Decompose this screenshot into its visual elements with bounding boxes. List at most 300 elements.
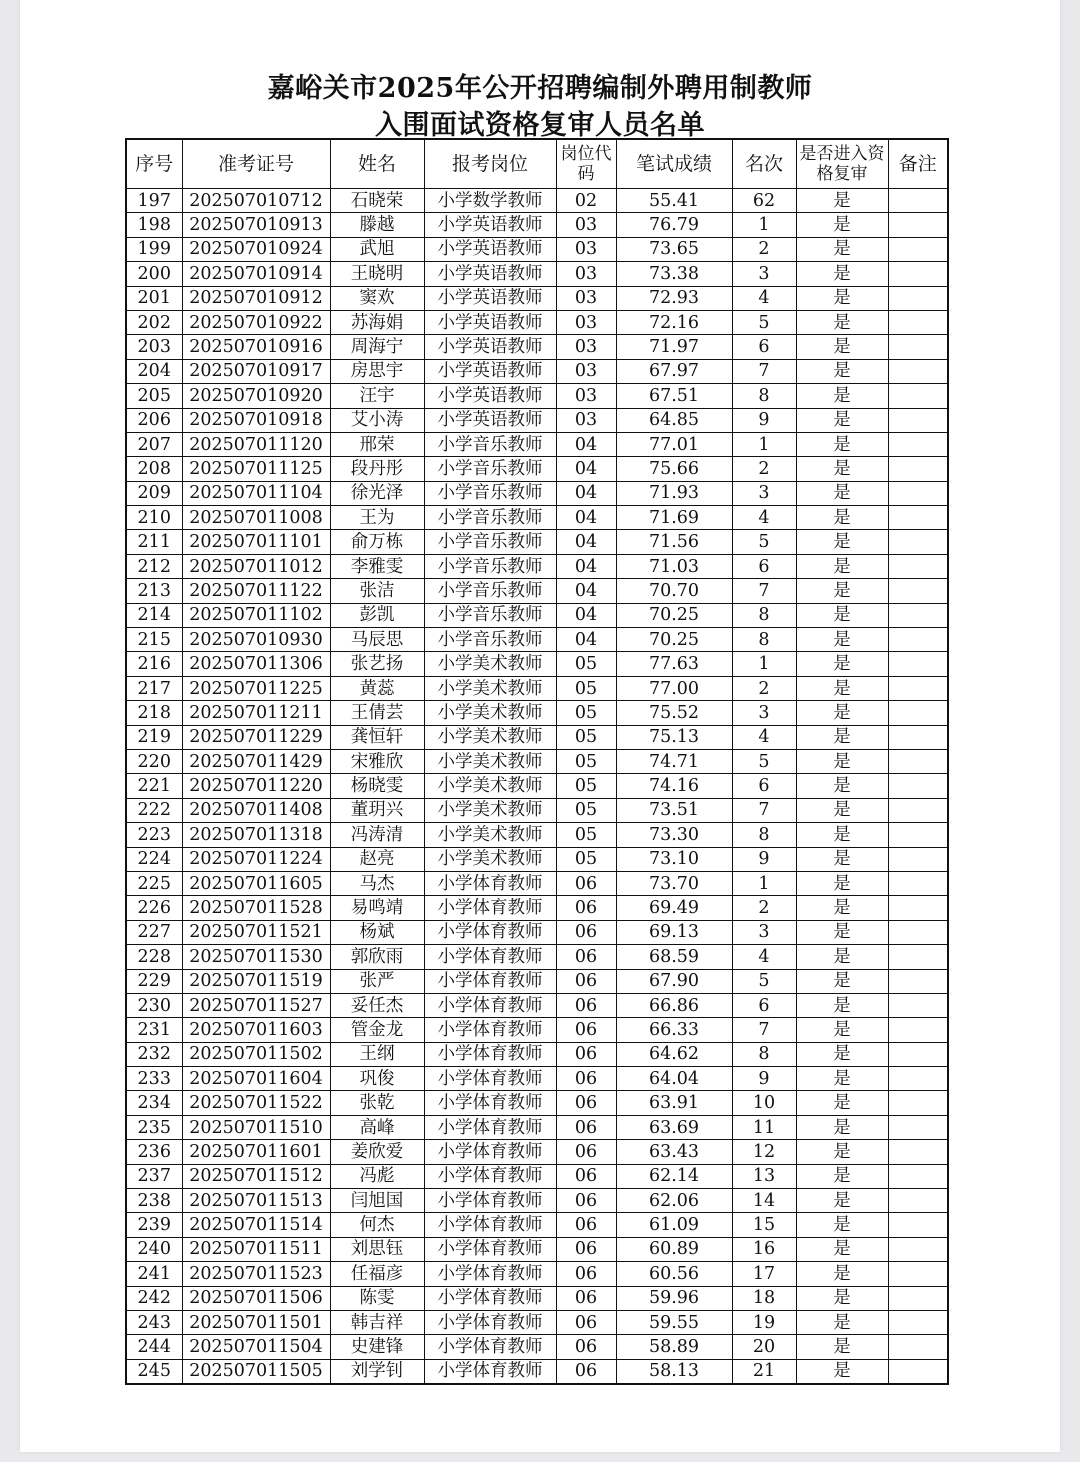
- cell-name: 李雅雯: [330, 554, 424, 578]
- header-seq: 序号: [126, 139, 182, 189]
- cell-name: 巩俊: [330, 1067, 424, 1091]
- cell-seq: 222: [126, 798, 182, 822]
- cell-name: 刘思钰: [330, 1237, 424, 1261]
- cell-score: 62.14: [616, 1164, 732, 1188]
- cell-name: 王倩芸: [330, 701, 424, 725]
- table-row: [126, 384, 948, 408]
- cell-rank: 9: [732, 1067, 796, 1091]
- cell-exam-number: 202507010924: [182, 237, 330, 261]
- cell-position: 小学体育教师: [424, 945, 556, 969]
- cell-position: 小学体育教师: [424, 1262, 556, 1286]
- cell-seq: 232: [126, 1042, 182, 1066]
- cell-review: 是: [796, 701, 888, 725]
- cell-review: 是: [796, 1237, 888, 1261]
- cell-review: 是: [796, 359, 888, 383]
- cell-position-code: 06: [556, 1018, 616, 1042]
- cell-review: 是: [796, 310, 888, 334]
- cell-seq: 223: [126, 823, 182, 847]
- cell-review: 是: [796, 945, 888, 969]
- cell-name: 史建锋: [330, 1335, 424, 1359]
- cell-score: 60.89: [616, 1237, 732, 1261]
- cell-seq: 243: [126, 1310, 182, 1334]
- cell-score: 74.16: [616, 774, 732, 798]
- cell-score: 69.13: [616, 920, 732, 944]
- cell-seq: 202: [126, 310, 182, 334]
- cell-position: 小学体育教师: [424, 1359, 556, 1384]
- cell-name: 张艺扬: [330, 652, 424, 676]
- table-header-row: [126, 139, 948, 189]
- cell-name: 何杰: [330, 1213, 424, 1237]
- cell-seq: 218: [126, 701, 182, 725]
- cell-position: 小学美术教师: [424, 774, 556, 798]
- cell-exam-number: 202507010916: [182, 335, 330, 359]
- cell-exam-number: 202507011125: [182, 457, 330, 481]
- cell-seq: 207: [126, 432, 182, 456]
- table-row: [126, 554, 948, 578]
- table-row: [126, 993, 948, 1017]
- cell-position-code: 06: [556, 1042, 616, 1066]
- cell-exam-number: 202507010914: [182, 262, 330, 286]
- cell-remarks: [888, 725, 948, 749]
- table-row: [126, 701, 948, 725]
- cell-position-code: 03: [556, 335, 616, 359]
- cell-exam-number: 202507011601: [182, 1140, 330, 1164]
- cell-review: 是: [796, 530, 888, 554]
- cell-review: 是: [796, 1262, 888, 1286]
- cell-seq: 214: [126, 603, 182, 627]
- cell-review: 是: [796, 652, 888, 676]
- cell-remarks: [888, 432, 948, 456]
- cell-exam-number: 202507011408: [182, 798, 330, 822]
- cell-remarks: [888, 1213, 948, 1237]
- cell-name: 高峰: [330, 1115, 424, 1139]
- cell-remarks: [888, 1042, 948, 1066]
- cell-seq: 238: [126, 1189, 182, 1213]
- cell-score: 73.38: [616, 262, 732, 286]
- cell-remarks: [888, 920, 948, 944]
- cell-remarks: [888, 701, 948, 725]
- table-row: [126, 798, 948, 822]
- cell-position: 小学美术教师: [424, 652, 556, 676]
- cell-exam-number: 202507011122: [182, 579, 330, 603]
- cell-review: 是: [796, 1164, 888, 1188]
- cell-score: 72.16: [616, 310, 732, 334]
- cell-position: 小学体育教师: [424, 1237, 556, 1261]
- cell-exam-number: 202507011603: [182, 1018, 330, 1042]
- cell-seq: 210: [126, 506, 182, 530]
- cell-exam-number: 202507011504: [182, 1335, 330, 1359]
- cell-name: 艾小涛: [330, 408, 424, 432]
- table-row: [126, 530, 948, 554]
- table-row: [126, 1310, 948, 1334]
- cell-score: 73.70: [616, 871, 732, 895]
- cell-position-code: 04: [556, 432, 616, 456]
- cell-name: 苏海娟: [330, 310, 424, 334]
- cell-exam-number: 202507010913: [182, 213, 330, 237]
- cell-name: 徐光泽: [330, 481, 424, 505]
- cell-rank: 11: [732, 1115, 796, 1139]
- cell-rank: 19: [732, 1310, 796, 1334]
- table-row: [126, 603, 948, 627]
- cell-score: 76.79: [616, 213, 732, 237]
- cell-score: 71.03: [616, 554, 732, 578]
- cell-position-code: 04: [556, 628, 616, 652]
- cell-score: 59.96: [616, 1286, 732, 1310]
- cell-seq: 242: [126, 1286, 182, 1310]
- cell-rank: 2: [732, 676, 796, 700]
- cell-rank: 3: [732, 481, 796, 505]
- cell-remarks: [888, 1335, 948, 1359]
- cell-remarks: [888, 628, 948, 652]
- cell-score: 73.51: [616, 798, 732, 822]
- cell-score: 75.13: [616, 725, 732, 749]
- cell-rank: 3: [732, 701, 796, 725]
- cell-review: 是: [796, 408, 888, 432]
- cell-review: 是: [796, 262, 888, 286]
- cell-position: 小学体育教师: [424, 1189, 556, 1213]
- cell-remarks: [888, 359, 948, 383]
- table-row: [126, 896, 948, 920]
- cell-exam-number: 202507011514: [182, 1213, 330, 1237]
- cell-position: 小学体育教师: [424, 993, 556, 1017]
- cell-name: 马辰思: [330, 628, 424, 652]
- cell-exam-number: 202507011530: [182, 945, 330, 969]
- cell-remarks: [888, 1140, 948, 1164]
- cell-seq: 227: [126, 920, 182, 944]
- cell-remarks: [888, 1310, 948, 1334]
- table-row: [126, 1237, 948, 1261]
- cell-review: 是: [796, 1115, 888, 1139]
- cell-review: 是: [796, 384, 888, 408]
- table-row: [126, 1262, 948, 1286]
- cell-name: 任福彦: [330, 1262, 424, 1286]
- cell-review: 是: [796, 993, 888, 1017]
- cell-review: 是: [796, 1091, 888, 1115]
- cell-position-code: 03: [556, 384, 616, 408]
- header-review: 是否进入资格复审: [796, 139, 888, 189]
- cell-seq: 208: [126, 457, 182, 481]
- cell-position-code: 06: [556, 896, 616, 920]
- cell-exam-number: 202507011506: [182, 1286, 330, 1310]
- cell-position: 小学体育教师: [424, 1140, 556, 1164]
- cell-position: 小学体育教师: [424, 1213, 556, 1237]
- cell-position: 小学数学教师: [424, 189, 556, 213]
- cell-remarks: [888, 384, 948, 408]
- cell-seq: 213: [126, 579, 182, 603]
- cell-score: 73.10: [616, 847, 732, 871]
- cell-position-code: 05: [556, 798, 616, 822]
- cell-remarks: [888, 603, 948, 627]
- cell-remarks: [888, 310, 948, 334]
- cell-position: 小学美术教师: [424, 676, 556, 700]
- cell-score: 71.69: [616, 506, 732, 530]
- cell-name: 姜欣爱: [330, 1140, 424, 1164]
- table-row: [126, 335, 948, 359]
- cell-exam-number: 202507011318: [182, 823, 330, 847]
- cell-exam-number: 202507011101: [182, 530, 330, 554]
- cell-review: 是: [796, 457, 888, 481]
- cell-seq: 228: [126, 945, 182, 969]
- cell-seq: 220: [126, 749, 182, 773]
- cell-score: 69.49: [616, 896, 732, 920]
- cell-name: 闫旭国: [330, 1189, 424, 1213]
- cell-exam-number: 202507011511: [182, 1237, 330, 1261]
- cell-name: 王纲: [330, 1042, 424, 1066]
- table-row: [126, 1164, 948, 1188]
- cell-rank: 20: [732, 1335, 796, 1359]
- cell-position-code: 05: [556, 749, 616, 773]
- cell-remarks: [888, 554, 948, 578]
- cell-position-code: 04: [556, 506, 616, 530]
- cell-rank: 12: [732, 1140, 796, 1164]
- cell-score: 77.63: [616, 652, 732, 676]
- cell-rank: 4: [732, 945, 796, 969]
- cell-rank: 8: [732, 628, 796, 652]
- cell-position: 小学美术教师: [424, 847, 556, 871]
- cell-position: 小学音乐教师: [424, 554, 556, 578]
- cell-position: 小学音乐教师: [424, 628, 556, 652]
- cell-review: 是: [796, 286, 888, 310]
- table-row: [126, 1018, 948, 1042]
- table-row: [126, 262, 948, 286]
- table-row: [126, 237, 948, 261]
- cell-name: 黄蕊: [330, 676, 424, 700]
- cell-exam-number: 202507011605: [182, 871, 330, 895]
- cell-name: 房思宇: [330, 359, 424, 383]
- cell-name: 张洁: [330, 579, 424, 603]
- cell-seq: 241: [126, 1262, 182, 1286]
- cell-position-code: 06: [556, 1262, 616, 1286]
- cell-exam-number: 202507011429: [182, 749, 330, 773]
- cell-exam-number: 202507011120: [182, 432, 330, 456]
- cell-rank: 15: [732, 1213, 796, 1237]
- cell-remarks: [888, 823, 948, 847]
- table-row: [126, 1189, 948, 1213]
- cell-position-code: 03: [556, 408, 616, 432]
- table-row: [126, 1091, 948, 1115]
- cell-seq: 229: [126, 969, 182, 993]
- cell-exam-number: 202507011225: [182, 676, 330, 700]
- cell-position: 小学美术教师: [424, 725, 556, 749]
- cell-score: 63.69: [616, 1115, 732, 1139]
- cell-remarks: [888, 945, 948, 969]
- cell-rank: 5: [732, 530, 796, 554]
- cell-score: 58.13: [616, 1359, 732, 1384]
- cell-review: 是: [796, 725, 888, 749]
- cell-score: 64.85: [616, 408, 732, 432]
- cell-exam-number: 202507011229: [182, 725, 330, 749]
- cell-seq: 225: [126, 871, 182, 895]
- cell-exam-number: 202507011104: [182, 481, 330, 505]
- table-row: [126, 676, 948, 700]
- cell-score: 71.56: [616, 530, 732, 554]
- cell-score: 71.93: [616, 481, 732, 505]
- cell-position-code: 06: [556, 993, 616, 1017]
- cell-position-code: 03: [556, 237, 616, 261]
- cell-exam-number: 202507010918: [182, 408, 330, 432]
- cell-seq: 211: [126, 530, 182, 554]
- cell-exam-number: 202507010930: [182, 628, 330, 652]
- cell-rank: 62: [732, 189, 796, 213]
- cell-exam-number: 202507011505: [182, 1359, 330, 1384]
- cell-position-code: 03: [556, 359, 616, 383]
- cell-review: 是: [796, 1359, 888, 1384]
- cell-position-code: 03: [556, 213, 616, 237]
- cell-remarks: [888, 871, 948, 895]
- table-row: [126, 969, 948, 993]
- cell-position-code: 06: [556, 871, 616, 895]
- table-row: [126, 481, 948, 505]
- cell-rank: 21: [732, 1359, 796, 1384]
- cell-seq: 209: [126, 481, 182, 505]
- cell-position-code: 06: [556, 1237, 616, 1261]
- cell-remarks: [888, 1164, 948, 1188]
- cell-position: 小学体育教师: [424, 920, 556, 944]
- cell-name: 陈雯: [330, 1286, 424, 1310]
- cell-position-code: 05: [556, 701, 616, 725]
- document-title-line2: 入围面试资格复审人员名单: [375, 110, 705, 141]
- cell-score: 67.97: [616, 359, 732, 383]
- cell-exam-number: 202507010712: [182, 189, 330, 213]
- cell-exam-number: 202507011604: [182, 1067, 330, 1091]
- cell-name: 马杰: [330, 871, 424, 895]
- cell-review: 是: [796, 1067, 888, 1091]
- cell-position-code: 04: [556, 481, 616, 505]
- table-row: [126, 823, 948, 847]
- cell-remarks: [888, 1189, 948, 1213]
- cell-review: 是: [796, 554, 888, 578]
- cell-rank: 6: [732, 774, 796, 798]
- cell-position-code: 05: [556, 652, 616, 676]
- cell-rank: 6: [732, 335, 796, 359]
- cell-position: 小学音乐教师: [424, 432, 556, 456]
- cell-position-code: 06: [556, 1335, 616, 1359]
- cell-seq: 199: [126, 237, 182, 261]
- cell-name: 窦欢: [330, 286, 424, 310]
- cell-score: 62.06: [616, 1189, 732, 1213]
- cell-rank: 8: [732, 1042, 796, 1066]
- cell-position-code: 06: [556, 1091, 616, 1115]
- cell-seq: 236: [126, 1140, 182, 1164]
- cell-exam-number: 202507011502: [182, 1042, 330, 1066]
- cell-rank: 9: [732, 408, 796, 432]
- cell-exam-number: 202507011513: [182, 1189, 330, 1213]
- cell-name: 石晓荣: [330, 189, 424, 213]
- cell-position: 小学英语教师: [424, 335, 556, 359]
- cell-exam-number: 202507011211: [182, 701, 330, 725]
- cell-seq: 219: [126, 725, 182, 749]
- cell-position-code: 06: [556, 969, 616, 993]
- cell-score: 67.90: [616, 969, 732, 993]
- cell-position: 小学体育教师: [424, 871, 556, 895]
- cell-position: 小学体育教师: [424, 1042, 556, 1066]
- cell-position: 小学英语教师: [424, 310, 556, 334]
- cell-position-code: 04: [556, 554, 616, 578]
- cell-rank: 6: [732, 554, 796, 578]
- cell-score: 77.01: [616, 432, 732, 456]
- table-row: [126, 506, 948, 530]
- cell-remarks: [888, 506, 948, 530]
- document-page: [20, 0, 1060, 1452]
- cell-position-code: 06: [556, 1359, 616, 1384]
- cell-rank: 1: [732, 213, 796, 237]
- cell-rank: 3: [732, 920, 796, 944]
- table-row: [126, 579, 948, 603]
- cell-review: 是: [796, 676, 888, 700]
- cell-exam-number: 202507010917: [182, 359, 330, 383]
- cell-position: 小学体育教师: [424, 1335, 556, 1359]
- cell-rank: 18: [732, 1286, 796, 1310]
- cell-review: 是: [796, 749, 888, 773]
- cell-position-code: 04: [556, 457, 616, 481]
- cell-seq: 237: [126, 1164, 182, 1188]
- cell-name: 赵亮: [330, 847, 424, 871]
- cell-remarks: [888, 408, 948, 432]
- cell-name: 王为: [330, 506, 424, 530]
- cell-rank: 4: [732, 286, 796, 310]
- cell-score: 63.43: [616, 1140, 732, 1164]
- header-position: 报考岗位: [424, 139, 556, 189]
- cell-position: 小学体育教师: [424, 969, 556, 993]
- cell-remarks: [888, 993, 948, 1017]
- cell-position: 小学英语教师: [424, 286, 556, 310]
- cell-review: 是: [796, 481, 888, 505]
- cell-position-code: 04: [556, 603, 616, 627]
- cell-rank: 5: [732, 969, 796, 993]
- table-row: [126, 1115, 948, 1139]
- cell-position: 小学音乐教师: [424, 506, 556, 530]
- cell-score: 60.56: [616, 1262, 732, 1286]
- cell-review: 是: [796, 847, 888, 871]
- cell-rank: 2: [732, 237, 796, 261]
- cell-remarks: [888, 749, 948, 773]
- cell-position: 小学音乐教师: [424, 481, 556, 505]
- cell-exam-number: 202507011501: [182, 1310, 330, 1334]
- cell-name: 郭欣雨: [330, 945, 424, 969]
- cell-position: 小学英语教师: [424, 213, 556, 237]
- document-title-line1: 嘉峪关市2025年公开招聘编制外聘用制教师: [267, 73, 813, 104]
- cell-position-code: 04: [556, 579, 616, 603]
- cell-rank: 8: [732, 823, 796, 847]
- cell-exam-number: 202507010922: [182, 310, 330, 334]
- cell-exam-number: 202507010920: [182, 384, 330, 408]
- cell-rank: 14: [732, 1189, 796, 1213]
- cell-position-code: 06: [556, 1286, 616, 1310]
- table-body: [126, 189, 948, 1385]
- table-row: [126, 652, 948, 676]
- cell-exam-number: 202507011519: [182, 969, 330, 993]
- cell-score: 61.09: [616, 1213, 732, 1237]
- cell-remarks: [888, 262, 948, 286]
- cell-review: 是: [796, 1042, 888, 1066]
- cell-exam-number: 202507011521: [182, 920, 330, 944]
- cell-name: 杨斌: [330, 920, 424, 944]
- table-row: [126, 1286, 948, 1310]
- cell-score: 64.04: [616, 1067, 732, 1091]
- cell-exam-number: 202507010912: [182, 286, 330, 310]
- cell-score: 55.41: [616, 189, 732, 213]
- table-row: [126, 1140, 948, 1164]
- table-row: [126, 945, 948, 969]
- cell-remarks: [888, 1067, 948, 1091]
- cell-position: 小学音乐教师: [424, 530, 556, 554]
- table-row: [126, 871, 948, 895]
- header-name: 姓名: [330, 139, 424, 189]
- cell-review: 是: [796, 1140, 888, 1164]
- cell-position-code: 06: [556, 1213, 616, 1237]
- cell-remarks: [888, 530, 948, 554]
- cell-exam-number: 202507011528: [182, 896, 330, 920]
